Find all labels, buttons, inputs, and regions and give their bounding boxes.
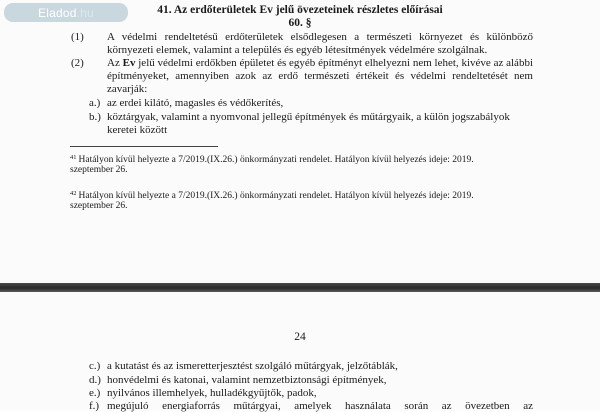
paragraph-1-number: (1) (71, 31, 84, 43)
list-item-b-text-2: keretei között (107, 124, 168, 136)
footnote-41: $^{41}$ Hatályon kívül helyezte a 7/2019.(IX.26.) önkormányzati rendelet. Hatályon kívül helyezés ideje: 2019. (70, 154, 474, 165)
list-item-b-text-1: köztárgyak, valamint a nyomvonal jellegű építmények és műtárgyaik, a külön jogszabályok (107, 111, 510, 123)
list-item-d-label: d.) (89, 374, 101, 386)
watermark-suffix: .hu (76, 5, 94, 20)
list-item-e-label: e.) (89, 387, 101, 399)
list-item-f-label: f.) (89, 400, 100, 412)
footnote-41-cont: szeptember 26. (70, 165, 128, 175)
list-item-b-label: b.) (89, 111, 101, 123)
paragraph-2-number: (2) (71, 57, 84, 69)
watermark-brand: Eladod (38, 5, 77, 20)
list-item-c-text: a kutatást és az ismeretterjesztést szolgáló műtárgyak, jelzőtáblák, (107, 360, 398, 372)
list-item-c-label: c.) (89, 360, 101, 372)
footnote-42-mark: 42 (70, 190, 77, 197)
footnote-42: $^{42}$ Hatályon kívül helyezte a 7/2019.(IX.26.) önkormányzati rendelet. Hatályon kívül helyezés ideje: 2019. (70, 190, 474, 201)
list-item-a-text: az erdei kilátó, magasles és védőkerítés, (107, 97, 284, 109)
page-separator (0, 283, 600, 292)
footnote-divider (70, 146, 218, 147)
list-item-f-text: megújuló energiaforrás műtárgyai, amelyek használata során az övezetben az (107, 400, 533, 412)
list-item-d-text: honvédelmi és katonai, valamint nemzetbiztonsági építmények, (107, 374, 387, 386)
footnote-41-mark: 41 (70, 154, 77, 161)
page-number: 24 (294, 331, 306, 343)
list-item-e-text: nyilvános illemhelyek, hulladékgyűjtők, padok, (107, 387, 317, 399)
section-title: 41. Az erdőterületek Ev jelű övezeteinek részletes előírásai (157, 4, 443, 16)
paragraph-1-line-2: környezeti elemek, valamint a település és egyéb létesítmények védelmére szolgálnak. (107, 44, 488, 56)
paragraph-2-line-1: Az Ev jelű védelmi erdőkben épületet és egyéb építményt elhelyezni nem lehet, kivéve az alábbi (107, 57, 533, 69)
paragraph-2-line-2: építményeket, amennyiben azok az erdő természeti értékeit és védelmi rendeltetését nem (107, 70, 533, 82)
footnote-42-cont: szeptember 26. (70, 201, 128, 211)
paragraph-1-line-1: A védelmi rendeltetésű erdőterületek elsődlegesen a természeti környezet és különböző (107, 31, 533, 43)
paragraph-number: 60. § (288, 17, 312, 29)
list-item-a-label: a.) (89, 97, 101, 109)
paragraph-2-line-3: zavarják: (107, 83, 148, 95)
